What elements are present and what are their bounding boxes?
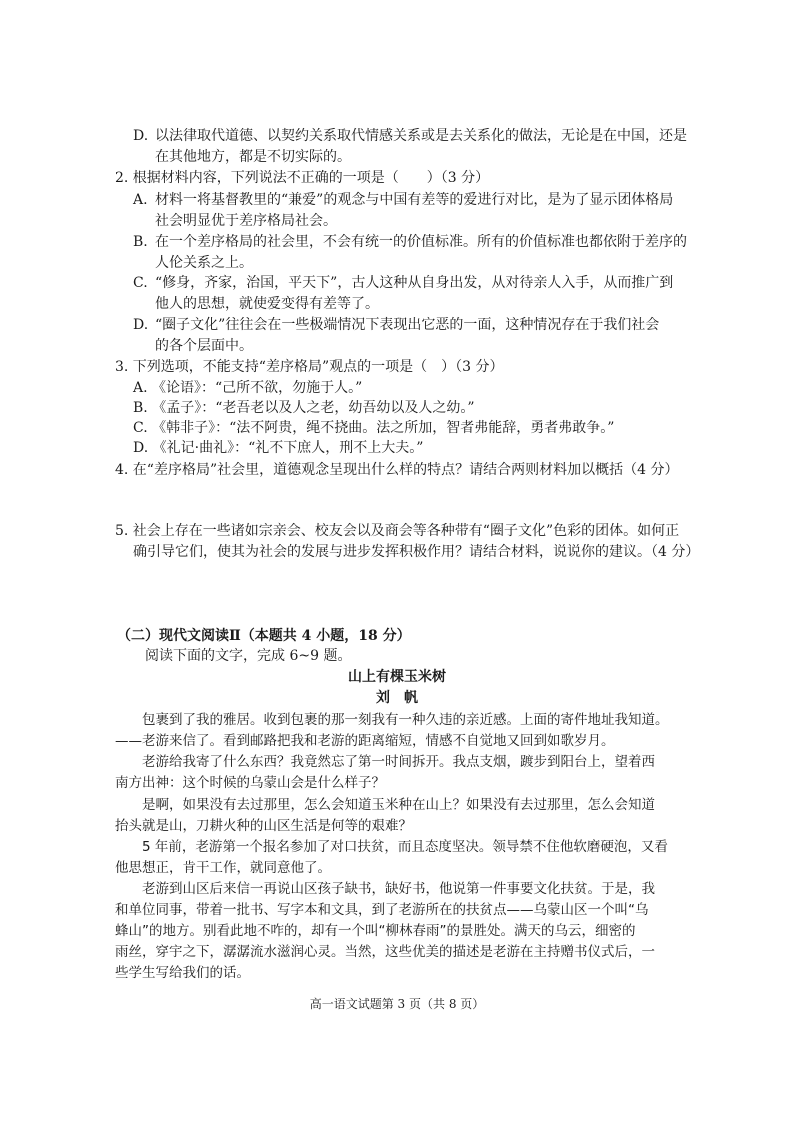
story-line: 包裹到了我的雅居。收到包裹的那一刻我有一种久违的亲近感。上面的寄件地址我知道。: [115, 712, 669, 728]
story-line: 蜂山”的地方。别看此地不咋的，却有一个叫“柳林春雨”的景胜处。满天的乌云，细密的: [115, 923, 636, 939]
story-line: 5 年前，老游第一个报名参加了对口扶贫，而且态度坚决。领导禁不住他软磨硬泡，又看: [115, 839, 668, 855]
q1-option-d-line2: 在其他地方，都是不切实际的。: [155, 149, 351, 165]
q3-stem: 3. 下列选项，不能支持“差序格局”观点的一项是（ ）（3 分）: [115, 359, 504, 375]
q1-option-d-line1: 以法律取代道德、以契约关系取代情感关系或是去关系化的做法，无论是在中国，还是: [155, 128, 687, 144]
q2-option-c-line2: 他人的思想，就使爱变得有差等了。: [155, 296, 379, 312]
q2-option-b-line2: 人伦关系之上。: [155, 255, 253, 271]
q1-option-d-label: D.: [133, 128, 149, 144]
q2-option-d-line2: 的各个层面中。: [155, 338, 253, 354]
q2-option-c-line1: “修身，齐家，治国，平天下”，古人这种从自身出发，从对待亲人入手，从而推广到: [155, 275, 674, 291]
story-line: 和单位同事，带着一批书、写字本和文具，到了老游所在的扶贫点——乌蒙山区一个叫“乌: [115, 902, 649, 918]
q3-option-d: D. 《礼记·曲礼》：“礼不下庶人，刑不上大夫。”: [133, 440, 424, 456]
story-line: 南方出神：这个时候的乌蒙山会是什么样子？: [115, 775, 385, 791]
story-line: 些学生写给我们的话。: [115, 965, 250, 981]
q3-option-b: B. 《孟子》：“老吾老以及人之老，幼吾幼以及人之幼。”: [133, 400, 475, 416]
q2-option-a-line2: 社会明显优于差序格局社会。: [155, 213, 337, 229]
story-line: ——老游来信了。看到邮路把我和老游的距离缩短，情感不自觉地又回到如歌岁月。: [115, 733, 615, 749]
story-line: 老游到山区后来信一再说山区孩子缺书，缺好书，他说第一件事要文化扶贫。于是，我: [115, 881, 655, 897]
q2-option-a-line1: 材料一将基督教里的“兼爱”的观念与中国有差等的爱进行对比，是为了显示团体格局: [155, 192, 674, 208]
story-author: 刘 帆: [376, 690, 418, 706]
story-line: 抬头就是山，刀耕火种的山区生活是何等的艰难？: [115, 818, 412, 834]
q2-option-d-line1: “圈子文化”往往会在一些极端情况下表现出它恶的一面，这种情况存在于我们社会: [155, 317, 660, 333]
story-line: 老游给我寄了什么东西？我竟然忘了第一时间拆开。我点支烟，踱步到阳台上，望着西: [115, 754, 655, 770]
story-line: 雨丝，穿宇之下，潺潺流水滋润心灵。当然，这些优美的描述是老游在主持赠书仪式后，一: [115, 944, 655, 960]
q2-option-b-line1: 在一个差序格局的社会里，不会有统一的价值标准。所有的价值标准也都依附于差序的: [155, 234, 687, 250]
story-line: 他思想正，肯干工作，就同意他了。: [115, 860, 331, 876]
q2-option-b-label: B.: [133, 234, 148, 250]
q5-line1: 5. 社会上存在一些诸如宗亲会、校友会以及商会等各种带有“圈子文化”色彩的团体。如何正: [115, 523, 680, 539]
q3-option-c: C. 《韩非子》：“法不阿贵，绳不挠曲。法之所加，智者弗能辞，勇者弗敢争。”: [133, 420, 615, 436]
story-line: 是啊，如果没有去过那里，怎么会知道玉米种在山上？如果没有去过那里，怎么会知道: [115, 797, 655, 813]
q2-option-d-label: D.: [133, 317, 149, 333]
q2-option-c-label: C.: [133, 275, 148, 291]
q2-stem: 2. 根据材料内容，下列说法不正确的一项是（ ）（3 分）: [115, 170, 490, 186]
q3-option-a: A. 《论语》：“己所不欲，勿施于人。”: [133, 380, 363, 396]
section-heading: （二）现代文阅读Ⅱ（本题共 4 小题，18 分）: [117, 628, 411, 644]
q5-line2: 确引导它们，使其为社会的发展与进步发挥积极作用？请结合材料，说说你的建议。（4 分）: [133, 544, 700, 560]
q4-stem: 4. 在“差序格局”社会里，道德观念呈现出什么样的特点？请结合两则材料加以概括（4 分）: [115, 462, 679, 478]
q2-option-a-label: A.: [133, 192, 148, 208]
page-footer: 高一语文试题第 3 页（共 8 页）: [309, 997, 485, 1011]
section-instruction: 阅读下面的文字，完成 6~9 题。: [145, 648, 352, 664]
story-title: 山上有棵玉米树: [348, 669, 446, 685]
